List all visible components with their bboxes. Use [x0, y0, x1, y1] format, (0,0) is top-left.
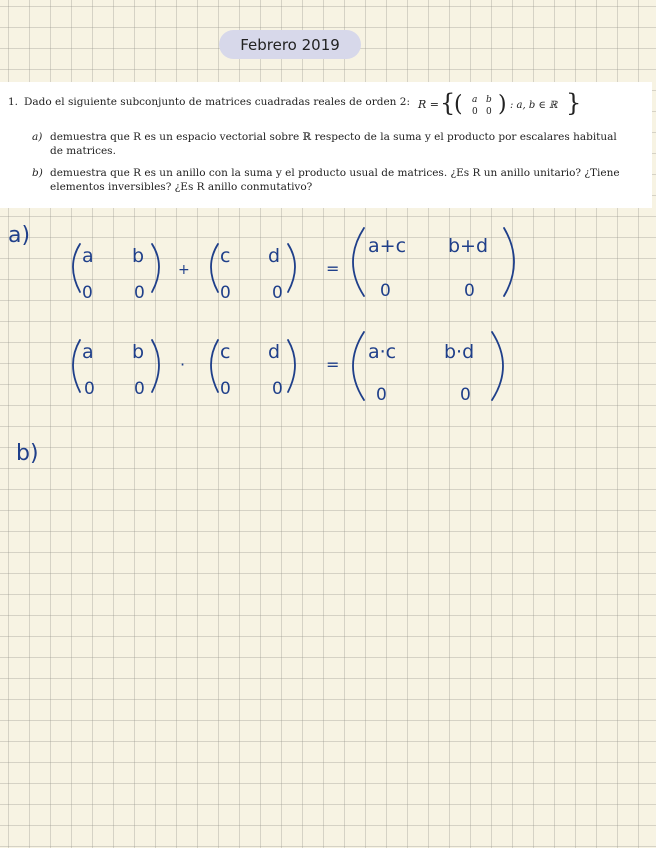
r2-d: 0 — [460, 385, 471, 405]
m1-left-paren-icon — [73, 244, 80, 292]
m1-right-paren-icon — [152, 244, 159, 292]
r1-b: b+d — [448, 235, 489, 257]
part-a-label: a) — [32, 131, 43, 143]
m1-b: b — [132, 245, 145, 267]
r2-c: 0 — [376, 385, 387, 405]
m4-b: d — [268, 341, 281, 363]
set-matrix-b: b — [486, 95, 492, 105]
sum-eq: = — [326, 259, 340, 278]
m3-d: 0 — [134, 379, 145, 399]
set-matrix-c: 0 — [472, 107, 478, 117]
r2-left-paren-icon — [353, 332, 364, 400]
r2-b: b·d — [444, 341, 475, 363]
product-eq: = — [326, 355, 340, 374]
m3-a: a — [82, 341, 94, 363]
m4-a: c — [220, 341, 231, 363]
set-matrix-a: a — [472, 95, 478, 105]
set-matrix-d: 0 — [486, 107, 492, 117]
problem-text: Dado el siguiente subconjunto de matrices cuadradas reales de orden 2: — [24, 96, 410, 108]
m3-b: b — [132, 341, 145, 363]
product-op: · — [180, 355, 186, 374]
m2-left-paren-icon — [211, 244, 218, 292]
m4-d: 0 — [272, 379, 283, 399]
part-a-text: demuestra que R es un espacio vectorial sobre ℝ respecto de la suma y el producto por escalares habitual de matrices. — [50, 131, 617, 157]
sum-op: + — [178, 262, 190, 278]
r1-left-paren-icon — [353, 228, 364, 296]
set-lhs: R = — [418, 98, 439, 111]
m2-c: 0 — [220, 283, 231, 303]
m2-right-paren-icon — [288, 244, 295, 292]
m1-a: a — [82, 245, 94, 267]
note-label-a: a) — [8, 223, 31, 248]
problem-number: 1. — [8, 96, 19, 108]
r2-right-paren-icon — [492, 332, 503, 400]
m2-b: d — [268, 245, 281, 267]
note-label-b: b) — [16, 441, 39, 466]
m3-left-paren-icon — [73, 340, 80, 392]
m4-left-paren-icon — [211, 340, 218, 392]
r1-c: 0 — [380, 281, 391, 301]
set-condition: : a, b ∈ ℝ — [510, 100, 558, 111]
sum-row — [73, 228, 514, 303]
m2-d: 0 — [272, 283, 283, 303]
m3-right-paren-icon — [152, 340, 159, 392]
m4-c: 0 — [220, 379, 231, 399]
r2-a: a·c — [368, 341, 397, 363]
m1-c: 0 — [82, 283, 93, 303]
r1-right-paren-icon — [504, 228, 514, 296]
page-title: Febrero 2019 — [219, 30, 361, 59]
right-paren-icon: ) — [498, 92, 507, 117]
r1-a: a+c — [368, 235, 407, 257]
product-row — [73, 332, 503, 405]
left-brace-icon: { — [440, 89, 456, 117]
m1-d: 0 — [134, 283, 145, 303]
part-b-text: demuestra que R es un anillo con la suma y el producto usual de matrices. ¿Es R un anillo unitario? ¿Tiene elementos inversibles? ¿Es R anillo conmutativo? — [50, 167, 620, 193]
right-brace-icon: } — [566, 89, 582, 117]
m3-c: 0 — [84, 379, 95, 399]
left-paren-icon: ( — [454, 92, 463, 117]
part-b-label: b) — [32, 167, 43, 179]
m4-right-paren-icon — [288, 340, 295, 392]
r1-d: 0 — [464, 281, 475, 301]
m2-a: c — [220, 245, 231, 267]
